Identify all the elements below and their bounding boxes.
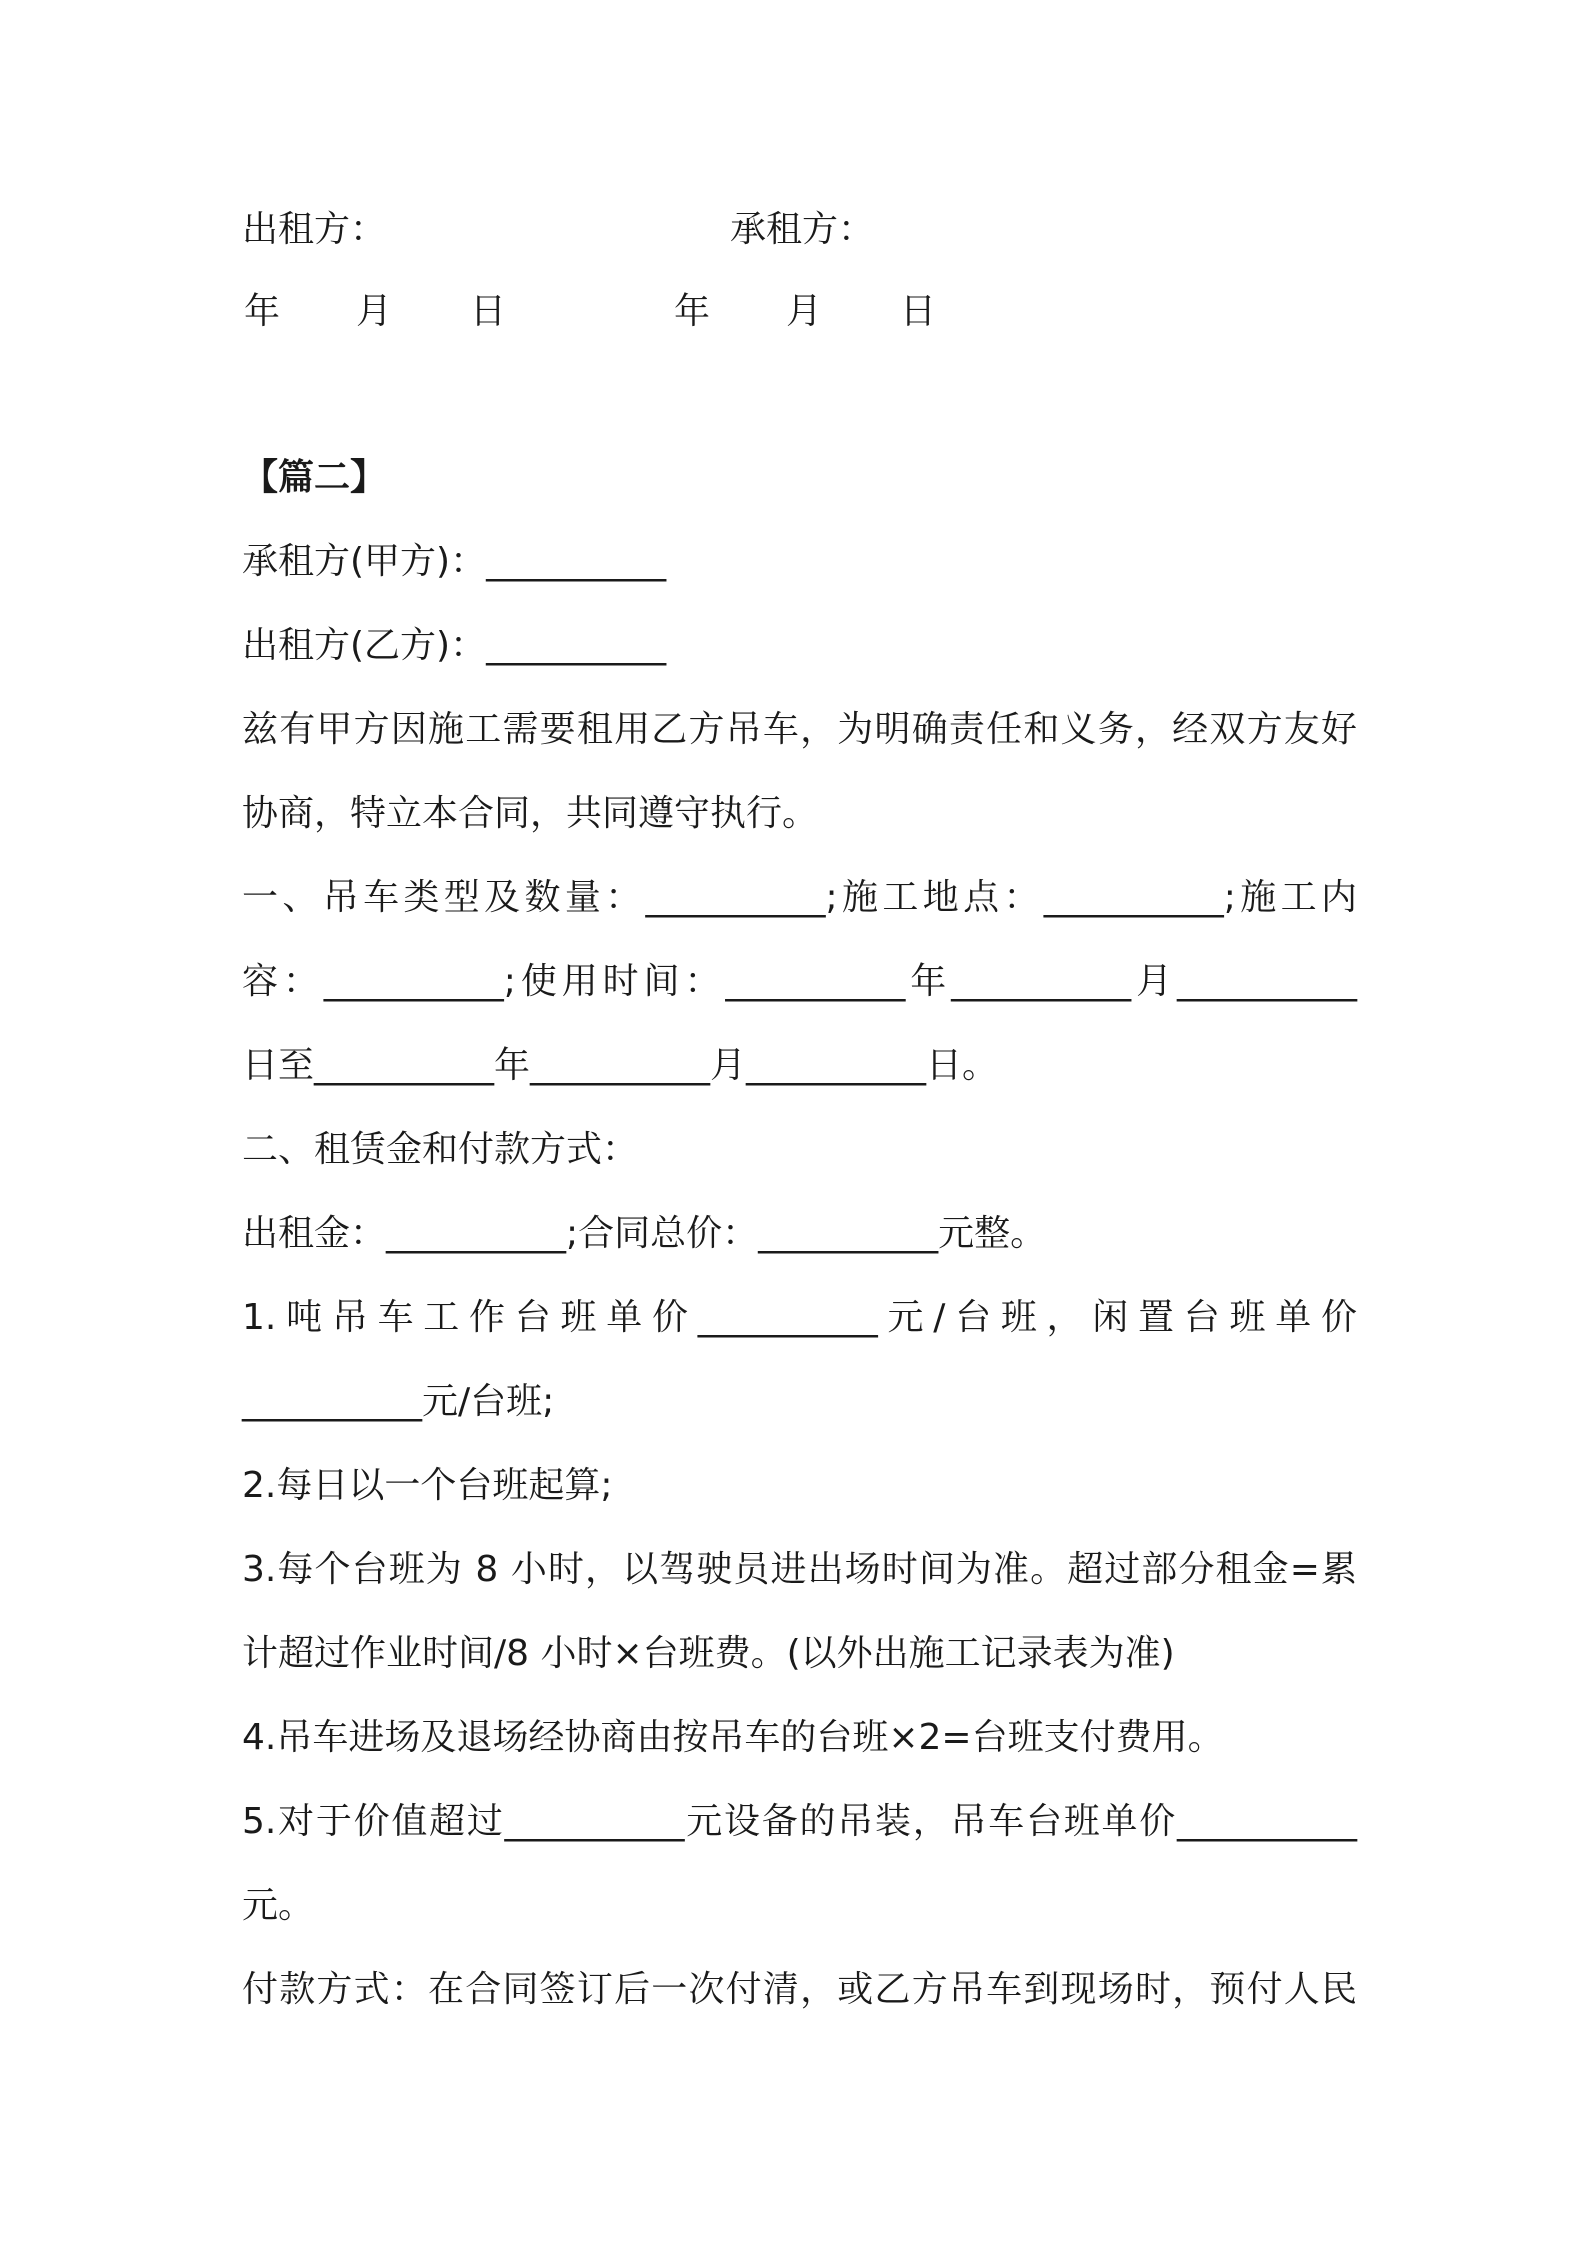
clause-1-line-2: 容：__________;使用时间：__________年__________月__________ <box>242 961 1357 1002</box>
clause-2-heading: 二、租赁金和付款方式： <box>242 1129 639 1170</box>
date-left-year: 年 <box>244 291 281 332</box>
item-5-line-2: 元。 <box>242 1885 315 1926</box>
date-left-month: 月 <box>356 291 393 332</box>
clause-1-line-1: 一、吊车类型及数量：__________;施工地点：__________;施工内 <box>242 877 1357 918</box>
payment-method-line: 付款方式：在合同签订后一次付清，或乙方吊车到现场时，预付人民 <box>242 1969 1357 2010</box>
date-right-month: 月 <box>786 291 823 332</box>
date-right-day: 日 <box>900 291 937 332</box>
preamble-line-1: 兹有甲方因施工需要租用乙方吊车，为明确责任和义务，经双方友好 <box>242 709 1357 750</box>
item-3-line-1: 3.每个台班为 8 小时，以驾驶员进出场时间为准。超过部分租金=累 <box>242 1549 1357 1590</box>
lessor-party-line: 出租方(乙方)：__________ <box>242 625 667 666</box>
date-left-day: 日 <box>470 291 507 332</box>
section-title: 【篇二】 <box>242 457 387 498</box>
lessor-signature-label: 出租方： <box>242 209 387 250</box>
preamble-line-2: 协商，特立本合同，共同遵守执行。 <box>242 793 819 834</box>
item-1-line-1: 1.吨吊车工作台班单价__________元/台班，闲置台班单价 <box>242 1297 1357 1338</box>
item-2-line: 2.每日以一个台班起算; <box>242 1465 613 1506</box>
item-4-line: 4.吊车进场及退场经协商由按吊车的台班×2=台班支付费用。 <box>242 1717 1224 1758</box>
clause-1-line-3: 日至__________年__________月__________日。 <box>242 1045 998 1086</box>
item-1-line-2: __________元/台班; <box>242 1381 555 1422</box>
rent-line: 出租金：__________;合同总价：__________元整。 <box>242 1213 1047 1254</box>
item-5-line-1: 5.对于价值超过__________元设备的吊装，吊车台班单价__________ <box>242 1801 1357 1842</box>
lessee-signature-label: 承租方： <box>730 209 875 250</box>
date-right-year: 年 <box>674 291 711 332</box>
item-3-line-2: 计超过作业时间/8 小时×台班费。(以外出施工记录表为准) <box>242 1633 1175 1674</box>
lessee-party-line: 承租方(甲方)：__________ <box>242 541 667 582</box>
